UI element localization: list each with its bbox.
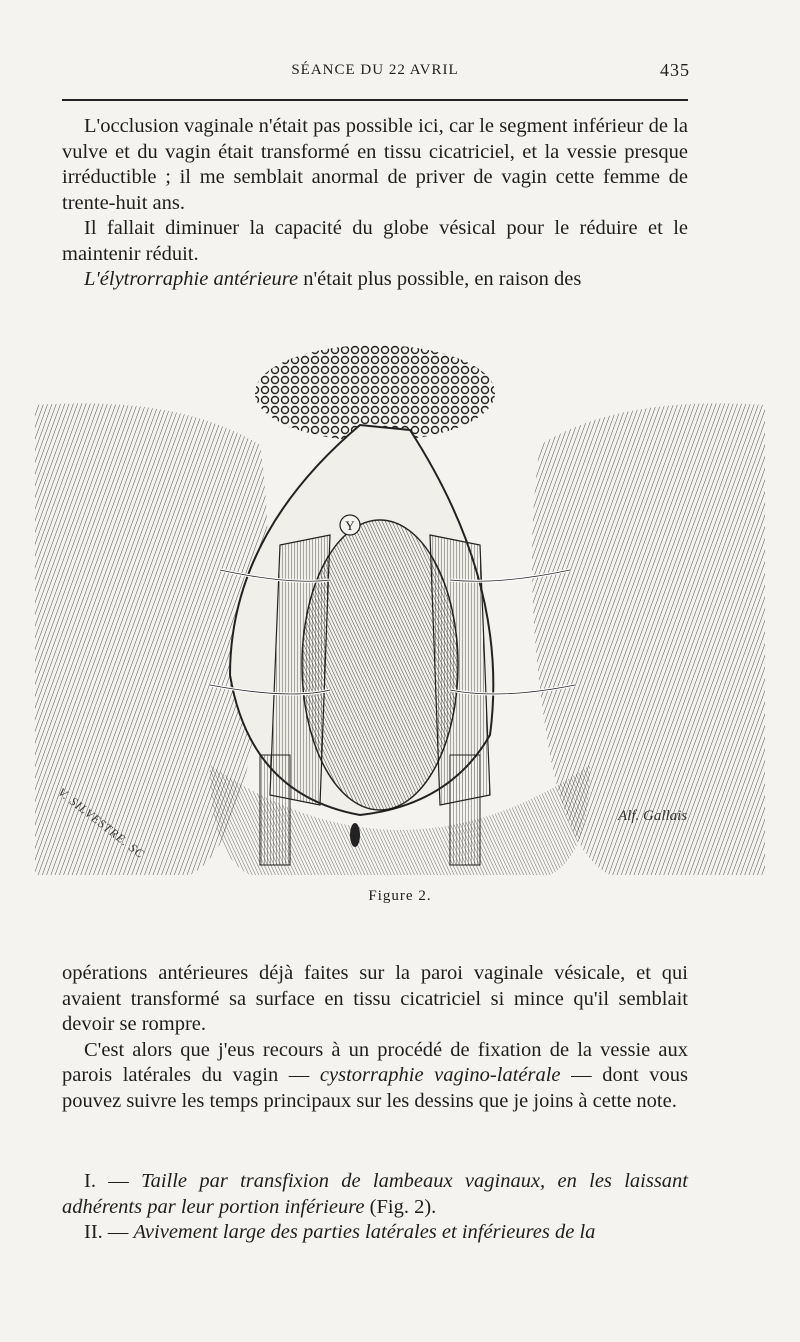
step-1-text: Taille par transfixion de lambeaux vaginaux, en les laissant adhérents par leur portion inférieure [62,1170,688,1218]
paragraph-elytrorraphie [62,267,688,293]
right-band [450,755,480,865]
text-block-top [62,114,688,293]
paragraph-cest-alors [62,1038,688,1115]
text-block-middle [62,961,688,1114]
page-number: 435 [660,60,690,80]
paragraph-occlusion: L'occlusion vaginale n'était pas possible ici, car le segment inférieur de la vulve et du vagin était transformé en tissu cicatriciel, et la vessie presque irréductible ; il me semblait anormal de priver de vagin cette femme de trente-huit ans. [62,115,688,214]
header-rule [62,99,688,101]
figure-2-illustration [30,335,770,880]
engraver-signature: V. SILVESTRE. SC [55,785,148,862]
text-block-steps [62,1169,688,1246]
bladder-globe [302,520,458,810]
paragraph-elytrorraphie-rest: n'était plus possible, en raison des [298,268,582,290]
paragraph-cest-alors-end: — dont vous pouvez suivre les temps principaux sur les dessins que je joins à cette note. [62,1064,688,1112]
artist-signature: Alf. Gallais [618,808,688,824]
step-2-number: II. — [84,1221,134,1243]
term-cystorraphie: cystorraphie vagino-latérale [319,1064,561,1086]
running-head [60,56,690,86]
paragraph-capacite: Il fallait diminuer la capacité du globe vésical pour le réduire et le maintenir réduit. [62,217,688,265]
label-y: Y [345,518,355,533]
step-2 [62,1220,688,1246]
paragraph-cest-alors-start: C'est alors que j'eus recours à un procédé de fixation de la vessie aux parois latérales du vagin — [62,1038,688,1086]
left-band [260,755,290,865]
step-1-ref: (Fig. 2). [364,1195,437,1218]
anus [350,823,360,847]
step-2-text: Avivement large des parties latérales et inférieures de la [133,1221,596,1243]
running-title: SÉANCE DU 22 AVRIL [291,62,459,78]
paragraph-operations: opérations antérieures déjà faites sur la paroi vaginale vésicale, et qui avaient transformé sa surface en tissu cicatriciel si mince qu'il semblait devoir se rompre. [62,962,688,1035]
figure-caption: Figure 2. [368,888,432,904]
step-1-number: I. — [84,1170,142,1192]
term-elytrorraphie: L'élytrorraphie antérieure [84,268,299,290]
step-1 [62,1169,688,1220]
